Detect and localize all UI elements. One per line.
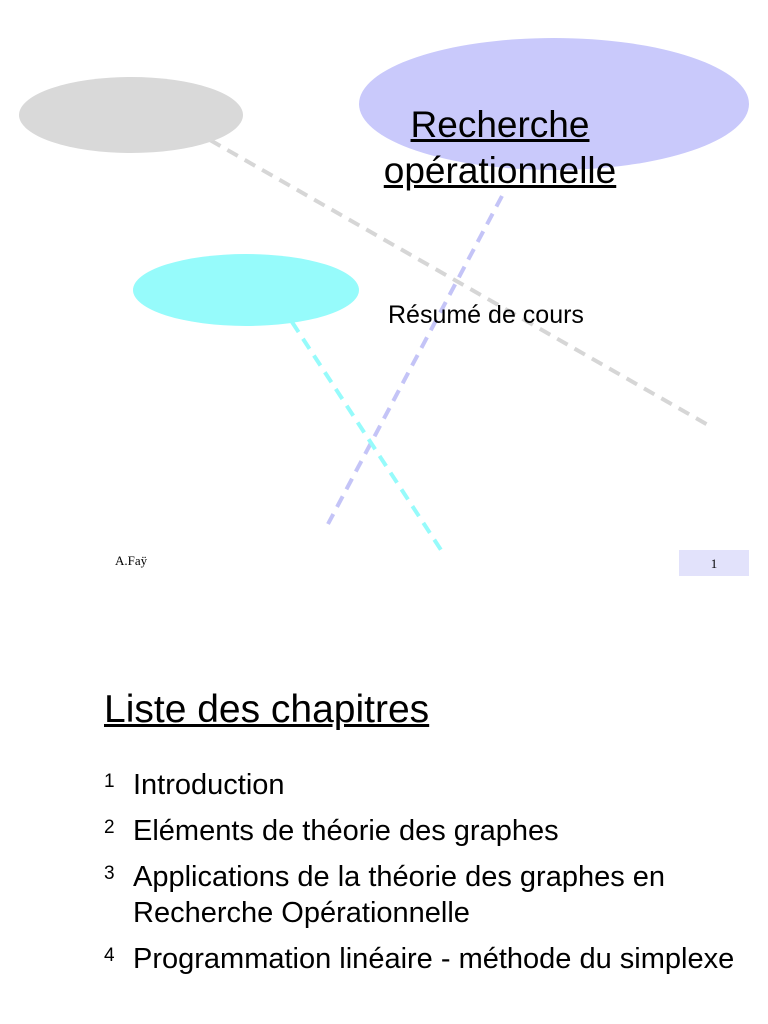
- chapter-text: Introduction: [133, 769, 285, 801]
- chapter-number: 1: [104, 771, 115, 792]
- slide-title: Recherche opérationnelle: [383, 104, 617, 191]
- lavender-dashed-line: [328, 196, 502, 524]
- chapter-item: [104, 813, 744, 849]
- chapter-number: 3: [104, 863, 115, 884]
- chapter-text: Applications de la théorie des graphes en Recherche Opérationnelle: [133, 861, 666, 929]
- page-number: 1: [679, 550, 749, 576]
- chapters-title: Liste des chapitres: [104, 688, 430, 731]
- slide-subtitle: Résumé de cours: [388, 301, 584, 329]
- chapter-number: 2: [104, 817, 115, 838]
- chapter-item: [104, 941, 744, 977]
- chapters-slide: [0, 650, 768, 1024]
- gray-ellipse: [19, 77, 243, 153]
- chapter-text: Eléments de théorie des graphes: [133, 815, 559, 847]
- chapter-text: Programmation linéaire - méthode du simplexe: [133, 943, 735, 975]
- author-label: A.Faÿ: [115, 553, 148, 568]
- chapter-number: 4: [104, 945, 115, 966]
- chapter-list: [104, 767, 744, 987]
- chapter-item: [104, 859, 744, 931]
- cyan-ellipse: [133, 254, 359, 326]
- cyan-dashed-line: [292, 322, 443, 553]
- chapter-item: [104, 767, 744, 803]
